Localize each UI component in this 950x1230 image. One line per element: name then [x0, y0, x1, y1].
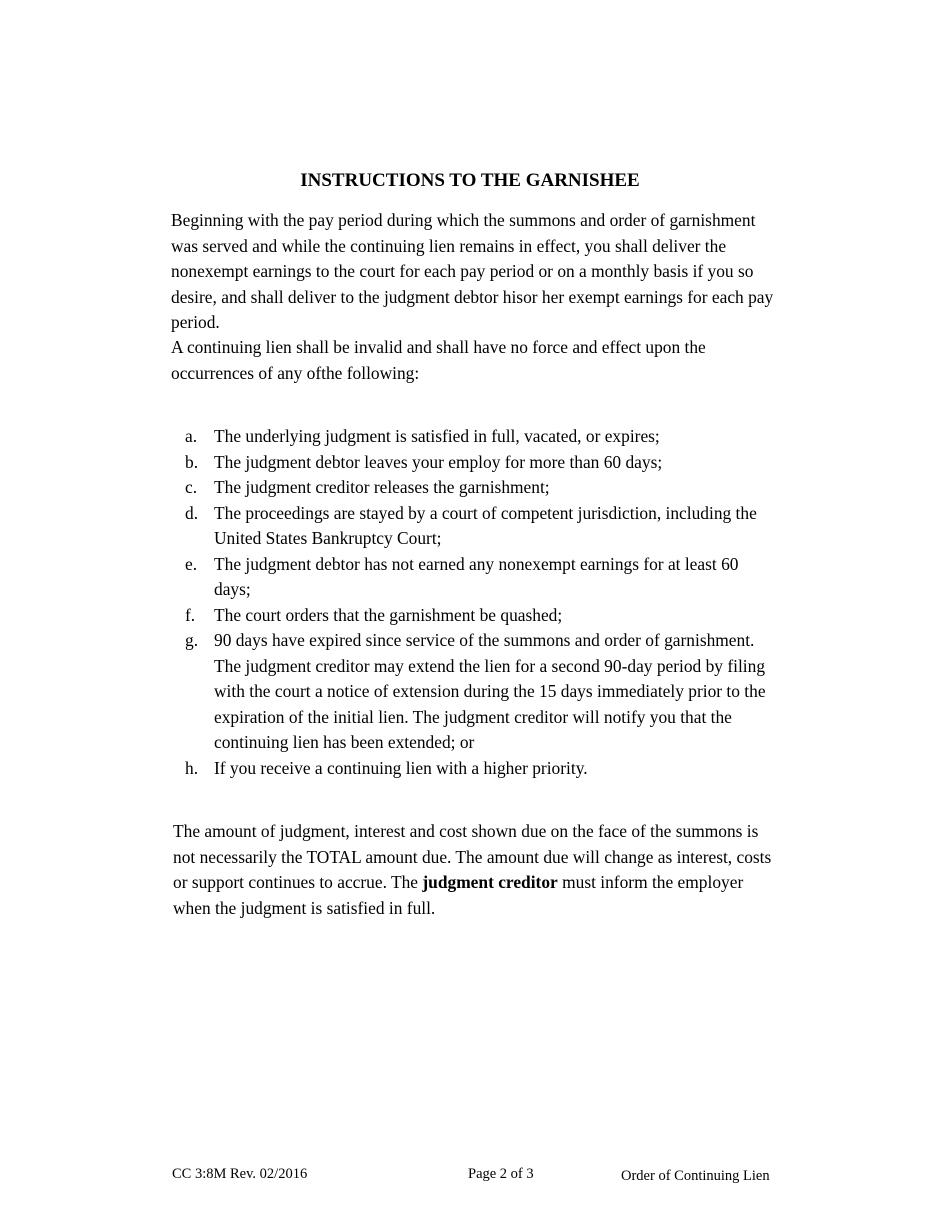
list-item-text: 90 days have expired since service of the summons and order of garnishment. The judgment creditor may extend the lien for a second 90-day period by filing with the court a notice of extension during the 15 days immediately prior to the expiration of the initial lien. The judgment creditor will notify you that the continuing lien has been extended; or [214, 630, 766, 752]
list-item [185, 450, 775, 476]
footer-form-title: Order of Continuing Lien [621, 1168, 770, 1184]
list-item [185, 756, 775, 782]
list-item [185, 628, 775, 756]
list-item [185, 424, 775, 450]
lien-invalid-paragraph: A continuing lien shall be invalid and shall have no force and effect upon the occurrences of any ofthe following: [171, 337, 706, 383]
list-marker: b. [185, 451, 199, 472]
list-marker: g. [185, 630, 199, 650]
footer-form-number: CC 3:8M Rev. 02/2016 [172, 1166, 308, 1182]
page-title: INSTRUCTIONS TO THE GARNISHEE [300, 170, 640, 191]
list-item [185, 501, 775, 552]
list-item-text: If you receive a continuing lien with a higher priority. [214, 757, 588, 778]
conditions-list [185, 424, 775, 781]
amount-notice-text-end: must inform the employer when the judgment is satisfied in full. [173, 872, 744, 918]
list-item-text: The judgment debtor leaves your employ for more than 60 days; [214, 451, 663, 472]
amount-notice-text-start: The amount of judgment, interest and cost shown due on the face of the summons is not necessarily the TOTAL amount due. The amount due will change as interest, costs or support continues to accrue. The [173, 821, 772, 892]
list-item-text: The court orders that the garnishment be quashed; [214, 604, 563, 625]
list-marker: e. [185, 553, 198, 574]
list-marker: d. [185, 502, 199, 523]
list-item [185, 475, 775, 501]
list-item-text: The judgment debtor has not earned any nonexempt earnings for at least 60 days; [214, 553, 739, 599]
list-item-text: The underlying judgment is satisfied in full, vacated, or expires; [214, 426, 660, 446]
list-marker: f. [185, 604, 196, 625]
list-marker: a. [185, 426, 198, 446]
footer-page-number: Page 2 of 3 [468, 1166, 534, 1182]
list-item-text: The proceedings are stayed by a court of competent jurisdiction, including the United States Bankruptcy Court; [214, 502, 757, 548]
list-marker: h. [185, 757, 199, 778]
intro-paragraph: Beginning with the pay period during which the summons and order of garnishment was served and while the continuing lien remains in effect, you shall deliver the nonexempt earnings to the court for each pay period or on a monthly basis if you so desire, and shall deliver to the judgment debtor hisor her exempt earnings for each pay period. [171, 210, 774, 332]
judgment-creditor-emphasis: judgment creditor [422, 872, 558, 892]
list-item [185, 552, 775, 603]
list-marker: c. [185, 477, 198, 497]
amount-notice-paragraph [173, 819, 783, 921]
list-item [185, 603, 775, 629]
list-item-text: The judgment creditor releases the garnishment; [214, 477, 550, 497]
